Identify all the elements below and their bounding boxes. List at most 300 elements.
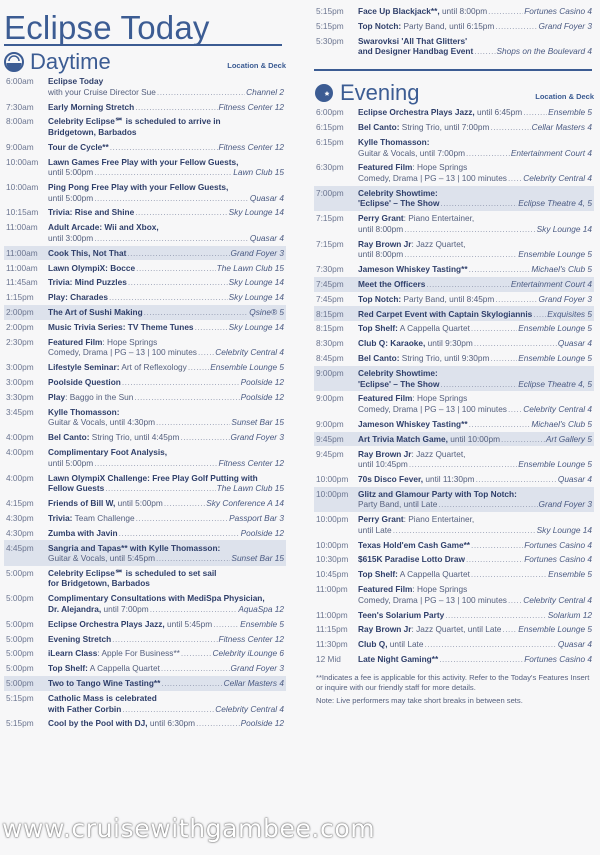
schedule-row bbox=[314, 4, 594, 19]
event-details bbox=[358, 639, 592, 650]
event-line bbox=[358, 554, 592, 565]
event-name: $615K Paradise Lotto Draw bbox=[358, 554, 465, 565]
event-line bbox=[48, 307, 284, 318]
event-line bbox=[48, 619, 284, 630]
right-column bbox=[314, 0, 594, 709]
schedule-row bbox=[4, 617, 286, 632]
event-time: 5:00pm bbox=[6, 678, 34, 689]
dot-leader bbox=[119, 528, 240, 539]
event-time: 7:45pm bbox=[316, 293, 344, 304]
event-location: Lawn Club 15 bbox=[233, 167, 284, 178]
event-line bbox=[358, 514, 592, 525]
event-details bbox=[358, 309, 592, 320]
event-location: Grand Foyer 3 bbox=[230, 432, 284, 443]
event-time: 2:00pm bbox=[6, 307, 34, 318]
event-line bbox=[48, 498, 284, 509]
event-time: 8:15pm bbox=[316, 323, 344, 334]
event-name: Featured Film bbox=[48, 336, 103, 347]
event-name: with Father Corbin bbox=[48, 703, 122, 714]
event-details bbox=[48, 619, 284, 630]
event-name: Teen's Solarium Party bbox=[358, 609, 445, 620]
event-description: Guitar & Vocals, until 7:00pm bbox=[358, 147, 465, 158]
event-name: Lawn Games Free Play with your Fellow Guests, bbox=[48, 156, 239, 167]
event-details bbox=[358, 294, 592, 305]
event-location: Ensemble Lounge 5 bbox=[518, 353, 592, 364]
event-location: Fortunes Casino 4 bbox=[524, 539, 592, 550]
event-line bbox=[358, 449, 592, 460]
event-name: and Designer Handbag Event bbox=[358, 46, 474, 57]
event-details bbox=[48, 102, 284, 113]
schedule-row bbox=[314, 512, 594, 537]
daytime-schedule-continued bbox=[314, 4, 594, 59]
event-line bbox=[358, 499, 592, 510]
event-time: 11:15pm bbox=[316, 624, 348, 635]
event-time: 10:30pm bbox=[316, 554, 349, 565]
event-line bbox=[48, 76, 284, 87]
schedule-row bbox=[314, 105, 594, 120]
event-description: until 8:00pm bbox=[358, 223, 404, 234]
dot-leader bbox=[471, 540, 523, 551]
event-name: Sangria and Tapas** with Kylle Thomasson: bbox=[48, 542, 221, 553]
dot-leader bbox=[471, 569, 547, 580]
event-details bbox=[48, 207, 284, 218]
event-line bbox=[358, 249, 592, 260]
event-details bbox=[48, 543, 284, 564]
event-name: Celebrity Eclipse℠ is scheduled to set sail bbox=[48, 567, 217, 578]
event-description: : Jazz Quartet, bbox=[411, 238, 466, 249]
schedule-row bbox=[4, 114, 286, 139]
event-line bbox=[358, 21, 592, 32]
schedule-row bbox=[314, 160, 594, 185]
event-time: 6:00pm bbox=[316, 107, 344, 118]
event-details bbox=[358, 107, 592, 118]
schedule-row bbox=[4, 155, 286, 180]
event-details bbox=[48, 498, 284, 509]
event-name: Friends of Bill W, bbox=[48, 497, 116, 508]
event-description: : Hope Springs bbox=[412, 162, 468, 173]
event-location: Fitness Center 12 bbox=[218, 141, 284, 152]
event-details bbox=[48, 157, 284, 178]
event-description: until 7:00pm bbox=[101, 603, 149, 614]
event-name: Club Q: Karaoke, bbox=[358, 338, 426, 349]
event-location: Qsine® 5 bbox=[249, 307, 284, 318]
event-location: Sky Lounge 14 bbox=[228, 277, 284, 288]
event-name: Perry Grant bbox=[358, 514, 404, 525]
event-name: 'Eclipse' – The Show bbox=[358, 378, 440, 389]
event-line bbox=[358, 419, 592, 430]
event-time: 8:30pm bbox=[316, 338, 344, 349]
event-time: 4:00pm bbox=[6, 432, 34, 443]
event-line bbox=[48, 513, 284, 524]
event-details bbox=[358, 338, 592, 349]
event-name: Play: Charades bbox=[48, 292, 108, 303]
event-name: Top Shelf: bbox=[358, 569, 398, 580]
event-time: 4:00pm bbox=[6, 447, 34, 458]
event-description: : Hope Springs bbox=[412, 393, 468, 404]
event-line bbox=[48, 362, 284, 373]
event-time: 5:00pm bbox=[6, 633, 34, 644]
schedule-row bbox=[4, 275, 286, 290]
schedule-row bbox=[314, 262, 594, 277]
event-description: : Piano Entertainer, bbox=[403, 213, 475, 224]
event-location: Sky Lounge 14 bbox=[536, 524, 592, 535]
schedule-row bbox=[4, 496, 286, 511]
schedule-row bbox=[314, 186, 594, 211]
event-name: Trivia: Mind Puzzles bbox=[48, 277, 127, 288]
event-location: Poolside 12 bbox=[240, 377, 284, 388]
event-description: Guitar & Vocals, until 5:45pm bbox=[48, 553, 155, 564]
event-line bbox=[48, 377, 284, 388]
event-location: Passport Bar 3 bbox=[229, 512, 284, 523]
event-time: 5:00pm bbox=[6, 648, 34, 659]
dot-leader bbox=[94, 458, 217, 469]
dot-leader bbox=[501, 434, 545, 445]
event-time: 1:15pm bbox=[6, 292, 34, 303]
event-details bbox=[358, 323, 592, 334]
event-location: Grand Foyer 3 bbox=[230, 247, 284, 258]
schedule-row bbox=[314, 637, 594, 652]
event-description: until 5:00pm bbox=[115, 497, 163, 508]
event-name: Tour de Cycle** bbox=[48, 141, 109, 152]
event-name: Kylle Thomasson: bbox=[48, 406, 120, 417]
schedule-row bbox=[4, 405, 286, 430]
event-location: Grand Foyer 3 bbox=[538, 293, 592, 304]
event-details bbox=[358, 554, 592, 565]
dot-leader bbox=[440, 379, 517, 390]
event-time: 5:00pm bbox=[6, 593, 34, 604]
dot-leader bbox=[128, 277, 228, 288]
schedule-row bbox=[314, 34, 594, 59]
dot-leader bbox=[198, 347, 214, 358]
event-line bbox=[48, 263, 284, 274]
event-line bbox=[358, 525, 592, 536]
schedule-row bbox=[4, 445, 286, 470]
event-name: Club Q, bbox=[358, 639, 388, 650]
event-line bbox=[48, 528, 284, 539]
event-details bbox=[48, 513, 284, 524]
event-location: Ensemble Lounge 5 bbox=[518, 459, 592, 470]
event-details bbox=[358, 239, 592, 260]
event-time: 4:45pm bbox=[6, 542, 34, 553]
event-line bbox=[48, 248, 284, 259]
schedule-row bbox=[4, 246, 286, 261]
event-time: 10:15am bbox=[6, 207, 39, 218]
event-line bbox=[358, 148, 592, 159]
event-line bbox=[358, 489, 592, 500]
event-details bbox=[358, 6, 592, 17]
event-location: Celebrity Central 4 bbox=[523, 594, 592, 605]
event-location: Entertainment Court 4 bbox=[510, 147, 592, 158]
event-line bbox=[48, 322, 284, 333]
event-location: Cellar Masters 4 bbox=[531, 122, 592, 133]
event-description: until 5:00pm bbox=[48, 192, 94, 203]
event-line bbox=[48, 634, 284, 645]
event-line bbox=[358, 353, 592, 364]
schedule-row bbox=[314, 120, 594, 135]
event-time: 5:15pm bbox=[316, 6, 344, 17]
dot-leader bbox=[445, 610, 547, 621]
event-details bbox=[48, 222, 284, 243]
event-location: Grand Foyer 3 bbox=[538, 499, 592, 510]
event-line bbox=[358, 6, 592, 17]
event-name: Kylle Thomasson: bbox=[358, 137, 430, 148]
event-name: 'Eclipse' – The Show bbox=[358, 198, 440, 209]
dot-leader bbox=[523, 107, 547, 118]
event-line bbox=[358, 610, 592, 621]
event-details bbox=[48, 377, 284, 388]
event-line bbox=[48, 182, 284, 193]
evening-schedule bbox=[314, 105, 594, 667]
event-description: until 8:00pm bbox=[358, 249, 404, 260]
dot-leader bbox=[533, 309, 546, 320]
event-details bbox=[48, 678, 284, 689]
dot-leader bbox=[476, 474, 557, 485]
evening-title: Evening bbox=[340, 80, 420, 106]
event-details bbox=[48, 528, 284, 539]
schedule-row bbox=[4, 305, 286, 320]
schedule-row bbox=[314, 292, 594, 307]
dot-leader bbox=[94, 233, 249, 244]
event-line bbox=[358, 36, 592, 47]
dot-leader bbox=[122, 377, 240, 388]
event-description: : Jazz Quartet, bbox=[411, 448, 466, 459]
event-time: 7:00pm bbox=[316, 187, 344, 198]
event-line bbox=[358, 595, 592, 606]
event-name: Eclipse Orchestra Plays Jazz, bbox=[358, 107, 475, 118]
event-time: 11:00pm bbox=[316, 609, 348, 620]
event-time: 9:45pm bbox=[316, 433, 344, 444]
dot-leader bbox=[135, 207, 227, 218]
event-details bbox=[358, 434, 592, 445]
event-line bbox=[358, 224, 592, 235]
daytime-schedule bbox=[4, 74, 286, 731]
schedule-row bbox=[4, 140, 286, 155]
event-location: Entertainment Court 4 bbox=[510, 278, 592, 289]
schedule-row bbox=[4, 676, 286, 691]
event-name: Adult Arcade: Wii and Xbox, bbox=[48, 222, 159, 233]
event-name: Two to Tango Wine Tasting** bbox=[48, 678, 161, 689]
event-details bbox=[48, 263, 284, 274]
event-location: AquaSpa 12 bbox=[238, 603, 284, 614]
event-time: 6:00am bbox=[6, 76, 34, 87]
schedule-row bbox=[314, 366, 594, 391]
event-description: String Trio, until 4:45pm bbox=[89, 432, 180, 443]
event-description: until 3:00pm bbox=[48, 232, 94, 243]
event-line bbox=[48, 142, 284, 153]
event-location: Poolside 12 bbox=[240, 527, 284, 538]
event-time: 9:00pm bbox=[316, 368, 344, 379]
schedule-row bbox=[314, 391, 594, 416]
schedule-row bbox=[4, 526, 286, 541]
event-name: Featured Film bbox=[358, 584, 413, 595]
event-line bbox=[358, 107, 592, 118]
event-line bbox=[358, 654, 592, 665]
watermark: www.cruisewithgambee.com bbox=[2, 814, 376, 843]
schedule-row bbox=[314, 537, 594, 552]
dot-leader bbox=[424, 639, 556, 650]
event-name: Complimentary Foot Analysis, bbox=[48, 447, 168, 458]
dot-leader bbox=[495, 21, 537, 32]
event-location: Eclipse Theatre 4, 5 bbox=[518, 378, 592, 389]
event-time: 11:00am bbox=[6, 247, 38, 258]
event-details bbox=[358, 162, 592, 183]
schedule-row bbox=[314, 336, 594, 351]
event-time: 11:00pm bbox=[316, 584, 348, 595]
event-name: Featured Film bbox=[358, 162, 413, 173]
dot-leader bbox=[127, 248, 229, 259]
event-description: : Apple For Business** bbox=[97, 648, 180, 659]
schedule-row bbox=[4, 691, 286, 716]
event-description: : Baggo in the Sun bbox=[65, 392, 134, 403]
event-details bbox=[48, 634, 284, 645]
dot-leader bbox=[188, 362, 209, 373]
event-description: until 11:30pm bbox=[423, 473, 475, 484]
event-line bbox=[358, 323, 592, 334]
event-location: Ensemble Lounge 5 bbox=[210, 362, 284, 373]
event-location: Solarium 12 bbox=[547, 609, 592, 620]
dot-leader bbox=[438, 499, 537, 510]
event-line bbox=[358, 459, 592, 470]
event-line bbox=[48, 127, 284, 138]
schedule-row bbox=[4, 591, 286, 616]
event-name: Dr. Alejandra, bbox=[48, 603, 102, 614]
event-details bbox=[358, 584, 592, 605]
event-description: : Jazz Quartet, until Late bbox=[411, 624, 502, 635]
event-name: Zumba with Javin bbox=[48, 527, 118, 538]
dot-leader bbox=[135, 102, 217, 113]
event-location: Poolside 12 bbox=[240, 718, 284, 729]
dot-leader bbox=[508, 173, 522, 184]
schedule-row bbox=[314, 321, 594, 336]
event-line bbox=[358, 540, 592, 551]
sunrise-icon bbox=[4, 52, 24, 72]
event-time: 5:00pm bbox=[6, 618, 34, 629]
event-time: 9:00pm bbox=[316, 393, 344, 404]
event-details bbox=[358, 368, 592, 389]
dot-leader bbox=[112, 634, 217, 645]
event-line bbox=[48, 116, 284, 127]
event-location: Ensemble 5 bbox=[548, 107, 592, 118]
event-location: Ensemble Lounge 5 bbox=[518, 249, 592, 260]
event-details bbox=[48, 277, 284, 288]
event-time: 7:30pm bbox=[316, 263, 344, 274]
schedule-row bbox=[4, 375, 286, 390]
event-line bbox=[48, 347, 284, 358]
event-line bbox=[358, 309, 592, 320]
event-description: Comedy, Drama | PG – 13 | 100 minutes bbox=[358, 403, 507, 414]
event-details bbox=[48, 362, 284, 373]
schedule-row bbox=[4, 631, 286, 646]
event-name: Trivia: Rise and Shine bbox=[48, 207, 135, 218]
event-time: 7:45pm bbox=[316, 278, 344, 289]
schedule-row bbox=[4, 360, 286, 375]
dot-leader bbox=[105, 483, 215, 494]
event-name: Red Carpet Event with Captain Skylogiannis bbox=[358, 308, 533, 319]
event-name: Top Shelf: bbox=[358, 323, 398, 334]
event-time: 11:30pm bbox=[316, 639, 348, 650]
dot-leader bbox=[474, 338, 557, 349]
event-name: Meet the Officers bbox=[358, 278, 426, 289]
event-line bbox=[48, 157, 284, 168]
dot-leader bbox=[196, 718, 240, 729]
event-description: until 5:45pm bbox=[164, 618, 213, 629]
event-location: Cellar Masters 4 bbox=[223, 678, 284, 689]
event-name: Complimentary Consultations with MediSpa Physician, bbox=[48, 593, 265, 604]
event-location: Fortunes Casino 4 bbox=[524, 6, 592, 17]
event-line bbox=[48, 337, 284, 348]
event-location: Quasar 4 bbox=[249, 232, 284, 243]
event-time: 3:00pm bbox=[6, 377, 34, 388]
event-line bbox=[358, 393, 592, 404]
event-location: Grand Foyer 3 bbox=[230, 663, 284, 674]
dot-leader bbox=[181, 648, 212, 659]
event-location: Celebrity Central 4 bbox=[523, 172, 592, 183]
footnotes bbox=[314, 673, 594, 706]
dot-leader bbox=[161, 678, 222, 689]
location-deck-header: Location & Deck bbox=[227, 61, 286, 70]
event-time: 8:15pm bbox=[316, 308, 344, 319]
event-line bbox=[48, 604, 284, 615]
event-line bbox=[358, 639, 592, 650]
event-line bbox=[48, 473, 284, 484]
dot-leader bbox=[490, 353, 517, 364]
dot-leader bbox=[94, 167, 232, 178]
event-location: Quasar 4 bbox=[557, 639, 592, 650]
event-name: Bel Canto: bbox=[358, 122, 400, 133]
event-time: 3:00pm bbox=[6, 362, 34, 373]
event-location: Fortunes Casino 4 bbox=[524, 554, 592, 565]
event-name: Ray Brown Jr bbox=[358, 238, 412, 249]
event-location: Ensemble 5 bbox=[240, 618, 284, 629]
event-location: Fitness Center 12 bbox=[218, 633, 284, 644]
event-name: Bridgetown, Barbados bbox=[48, 126, 137, 137]
dot-leader bbox=[490, 122, 530, 133]
schedule-row bbox=[4, 566, 286, 591]
schedule-row bbox=[4, 320, 286, 335]
event-description: Art of Reflexology bbox=[119, 362, 187, 373]
event-details bbox=[48, 648, 284, 659]
event-name: Late Night Gaming** bbox=[358, 654, 439, 665]
event-location: Sky Lounge 14 bbox=[228, 207, 284, 218]
event-name: Top Shelf: bbox=[48, 663, 88, 674]
schedule-row bbox=[4, 540, 286, 565]
dot-leader bbox=[488, 6, 523, 17]
event-line bbox=[358, 279, 592, 290]
event-time: 3:30pm bbox=[6, 392, 34, 403]
dot-leader bbox=[502, 624, 517, 635]
event-details bbox=[358, 419, 592, 430]
dot-leader bbox=[508, 404, 522, 415]
event-time: 5:00pm bbox=[6, 663, 34, 674]
event-time: 5:15pm bbox=[6, 693, 34, 704]
event-line bbox=[358, 173, 592, 184]
schedule-row bbox=[4, 335, 286, 360]
event-details bbox=[358, 122, 592, 133]
dot-leader bbox=[156, 417, 230, 428]
event-time: 8:00am bbox=[6, 116, 34, 127]
event-description: Comedy, Drama | PG – 13 | 100 minutes bbox=[358, 594, 507, 605]
dot-leader bbox=[150, 604, 238, 615]
event-time: 7:30am bbox=[6, 101, 34, 112]
event-line bbox=[48, 87, 284, 98]
schedule-row bbox=[4, 74, 286, 99]
event-name: Lawn OlympiX Challenge: Free Play Golf Putting with bbox=[48, 472, 258, 483]
event-details bbox=[358, 569, 592, 580]
event-time: 5:00pm bbox=[6, 567, 34, 578]
event-location: Sunset Bar 15 bbox=[231, 553, 284, 564]
schedule-row bbox=[314, 135, 594, 160]
event-line bbox=[358, 434, 592, 445]
